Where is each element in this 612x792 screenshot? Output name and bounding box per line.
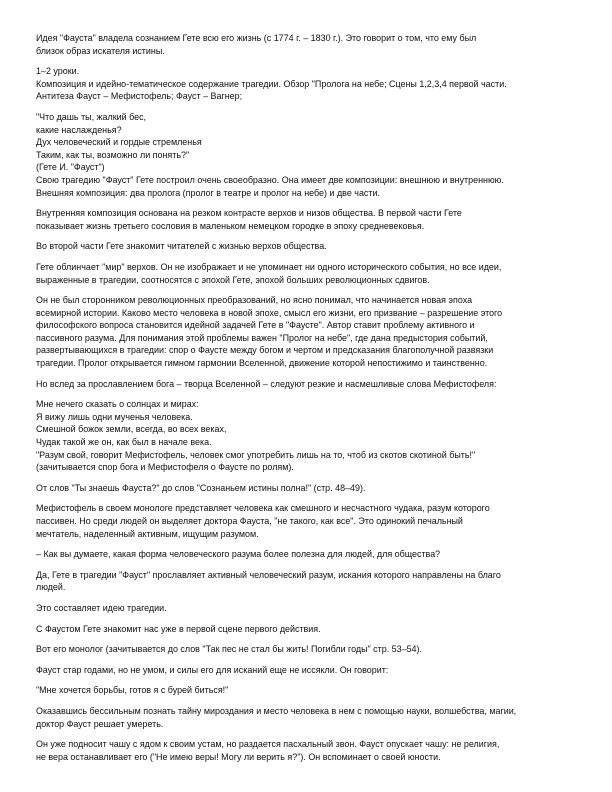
paragraph-monologue-analysis: Мефистофель в своем монологе представляет человека как смешного и несчастного чудака, разум которого пассивен. Но среди людей он выделяет доктора Фауста, "не такого, как все". Это одинокий печальный мечтатель, наделенный активным, ищущим разумом.	[36, 503, 490, 539]
paragraph-faust-old: Фауст стар годами, но не умом, и силы его для исканий еще не иссякли. Он говорит:	[36, 664, 389, 675]
paragraph-decides-to-die: Оказавшись бессильным познать тайну мироздания и место человека в нем с помощью науки, волшебства, магии, доктор Фауст решает умереть.	[36, 705, 517, 729]
paragraph-monologue-reference: Вот его монолог (зачитывается до слов "Так пес не стал бы жить! Погибли годы" стр. 53–54).	[36, 644, 422, 655]
paragraph-intro: Идея "Фауста" владела сознанием Гете всю его жизнь (с 1774 г. – 1830 г.). Это говорит о том, что ему был близок образ искателя истины.	[36, 33, 477, 56]
paragraph-faust-quote: "Мне хочется борьбы, готов я с бурей биться!"	[36, 685, 229, 696]
paragraph-active-reason: Да, Гете в трагедии "Фауст" прославляет активный человеческий разум, искания которого направлены на благо людей.	[36, 569, 501, 593]
paragraph-quote-mephistopheles: Мне нечего сказать о солнцах и мирах: Я вижу лишь одни мученья человека. Смешной божок земли, всегда, во всех веках, Чудак такой же он, как был в начале века. "Разум свой, говорит Мефистофель, человек смог употребить лишь на то, чтоб из скотов скотиной быть!" (зачитывается спор бога и Мефистофеля о Фаусте по ролям).	[36, 399, 476, 473]
document-body	[36, 32, 576, 771]
paragraph-lesson-plan: 1–2 уроки. Композиция и идейно-тематическое содержание трагедии. Обзор "Пролога на небе; Сцены 1,2,3,4 первой части. Антитеза Фауст – Мефистофель; Фауст – Вагнер;	[36, 66, 507, 102]
paragraph-second-part: Во второй части Гете знакомит читателей с жизнью верхов общества.	[36, 241, 327, 252]
paragraph-world-of-elite: Гете облинчает "мир" верхов. Он не изображает и не упоминает ни одного исторического события, но все идеи, выраженные в трагедии, соотносятся с эпохой Гете, эпохой больших революционных сдвигов.	[36, 261, 502, 285]
paragraph-reading-reference: От слов "Ты знаешь Фауста?" до слов "Сознаньем истины полна!" (стр. 48–49).	[36, 482, 366, 493]
paragraph-mephistopheles-words: Но вслед за прославлением бога – творца Вселенной – следуют резкие и насмешливые слова Мефистофеля:	[36, 378, 497, 389]
paragraph-question: – Как вы думаете, какая форма человеческого разума более полезна для людей, для общества?	[36, 549, 441, 560]
paragraph-epigraph-and-composition: "Что дашь ты, жалкий бес, какие наслажденья? Дух человеческий и гордые стремленья Таким, как ты, возможно ли понять?" (Гете И. "Фауст") Свою трагедию "Фауст" Гете построил очень своеобразно. Она имеет две композиции: внешнюю и внутреннюю. Внешняя композиция: два пролога (пролог в театре и пролог на небе) и две части.	[36, 111, 504, 198]
paragraph-internal-composition: Внутренняя композиция основана на резком контрасте верхов и низов общества. В первой части Гете показывает жизнь третьего сословия в маленьком немецком городке в эпоху средневековья.	[36, 208, 462, 231]
paragraph-idea: Это составляет идею трагедии.	[36, 602, 167, 613]
paragraph-first-scene: С Фаустом Гете знакомит нас уже в первой сцене первого действия.	[36, 623, 321, 634]
paragraph-revolutionary-epoch: Он не был сторонником революционных преобразований, но ясно понимал, что начинается новая эпоха всемирной истории. Каково место человека в новой эпохе, смысл его жизни, его призвание – разрешение этого философского вопроса становится идейной задачей Гете в "Фаусте". Автор ставит проблему активного и пассивного разума. Для понимания этой проблемы важен "Пролог на небе", где дана предыстория событий, развертывающихся в трагедии: спор о Фаусте между богом и чертом и предсказания благополучной развязки трагедии. Пролог открывается гимном гармонии Вселенной, движение которой непостижимо и таинственно.	[36, 295, 503, 369]
paragraph-easter-bells: Он уже подносит чашу с ядом к своим устам, но раздается пасхальный звон. Фауст опускает чашу: не религия, не вера останавливает его ("Не имею веры! Могу ли верить я?"). Он вспоминает о своей юности.	[36, 739, 500, 762]
